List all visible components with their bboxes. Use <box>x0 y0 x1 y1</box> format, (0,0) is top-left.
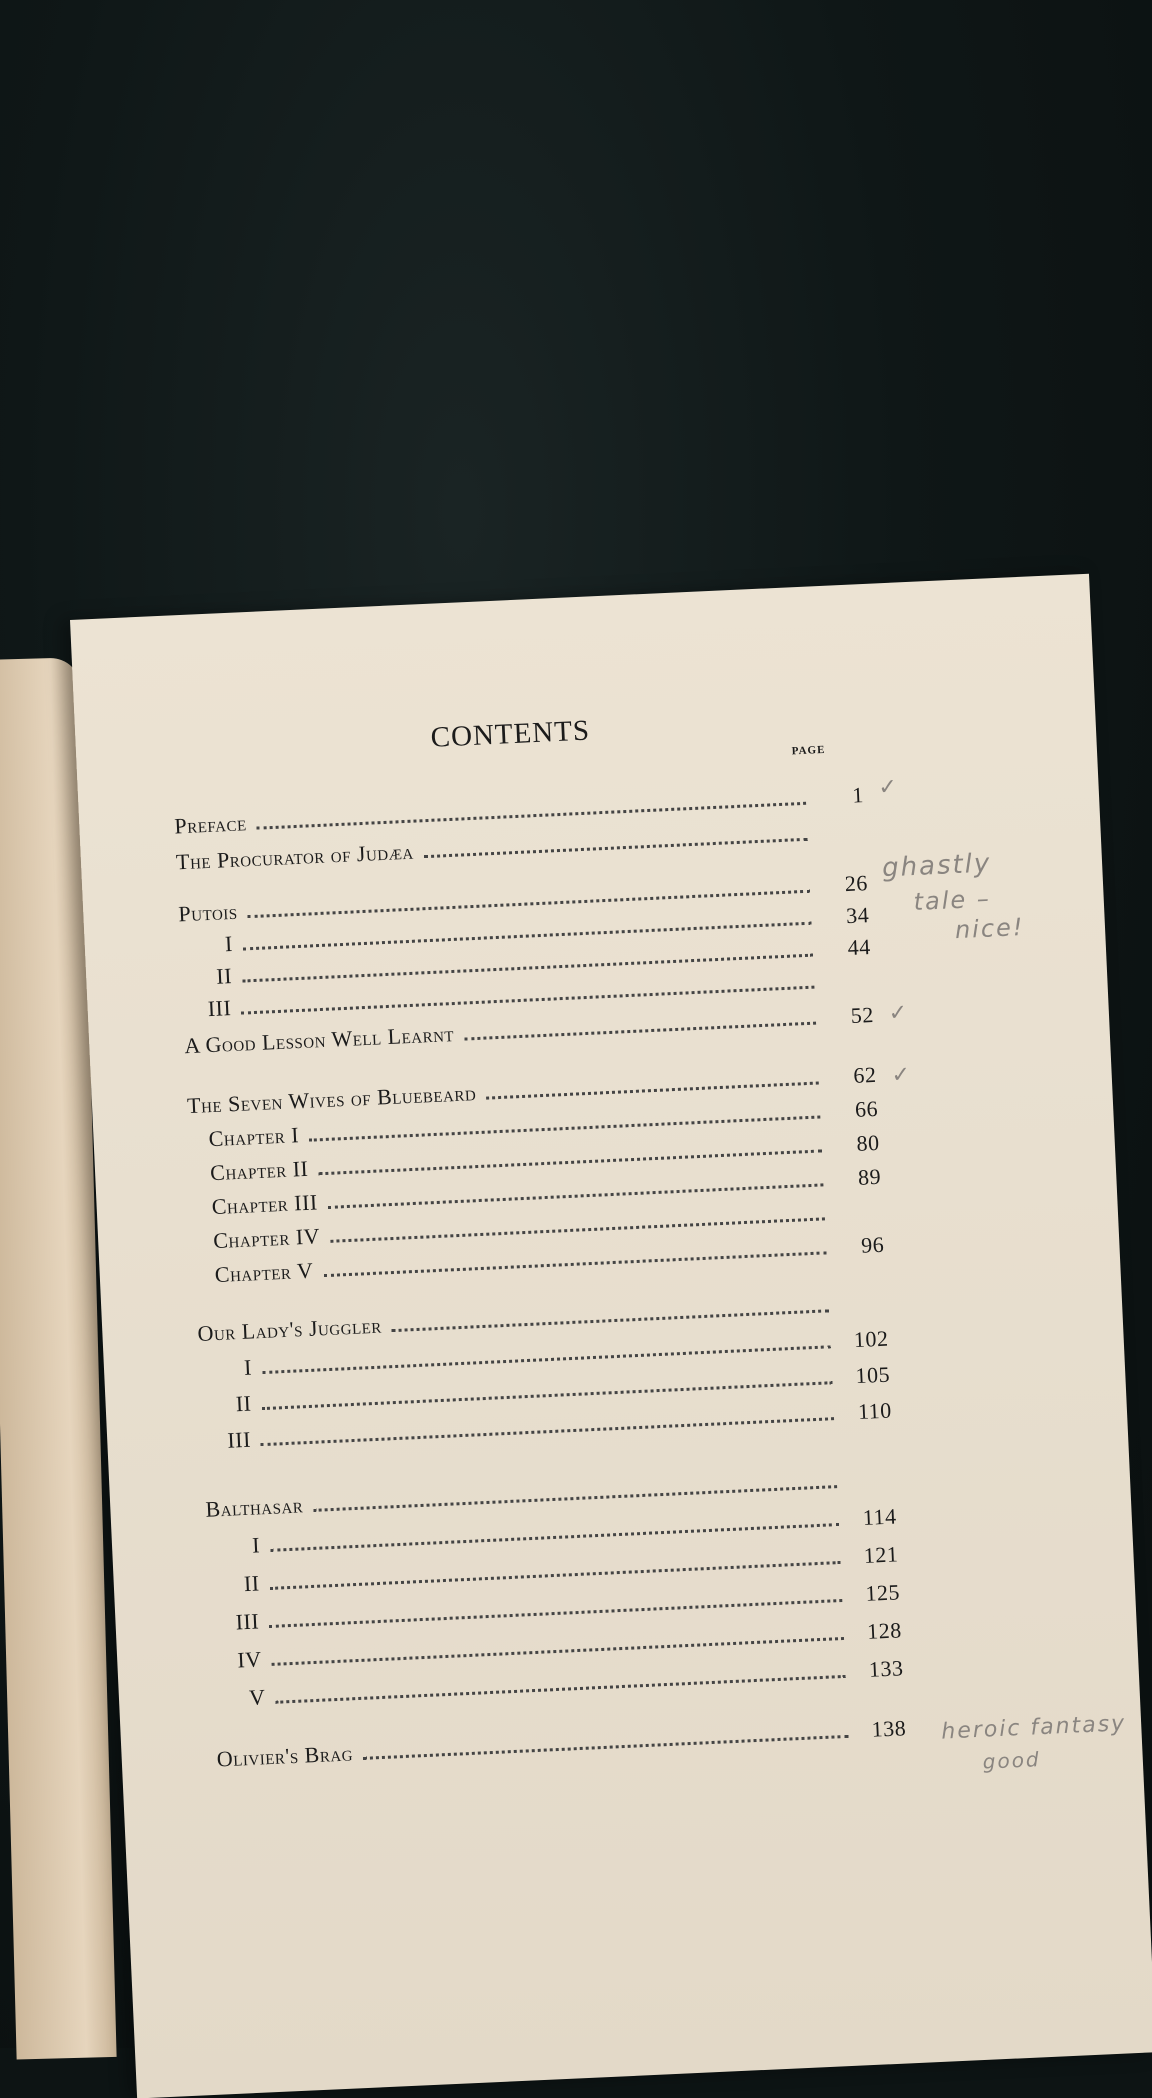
entry-page <box>839 1310 887 1312</box>
entry-title: III <box>235 1608 260 1635</box>
entry-page: 62 <box>852 1061 878 1088</box>
handwritten-note-line: ghastly <box>881 848 992 884</box>
entry-page: 44 <box>847 934 872 961</box>
entry-page: 128 <box>866 1617 903 1644</box>
entry-title: The Seven Wives of Bluebeard <box>186 1080 477 1119</box>
handwritten-note-line: good <box>982 1747 1042 1774</box>
entry-page: 133 <box>868 1655 904 1682</box>
leader-dots <box>261 1417 834 1446</box>
entry-page: 66 <box>854 1095 879 1122</box>
entry-title: Putois <box>177 898 239 927</box>
entry-page: 110 <box>857 1397 893 1425</box>
handwritten-note-line: tale – <box>913 884 992 917</box>
entry-title: Balthasar <box>204 1492 304 1522</box>
entry-title: I <box>251 1532 261 1558</box>
entry-title: II <box>235 1390 252 1417</box>
entry-page: 102 <box>853 1325 889 1353</box>
entry-title: Chapter III <box>211 1189 319 1220</box>
entry-title: III <box>226 1426 252 1453</box>
entry-page: 1 <box>851 782 865 808</box>
entry-page <box>847 1485 895 1487</box>
leader-dots <box>276 1675 846 1704</box>
leader-dots <box>424 838 808 858</box>
entry-page: 80 <box>855 1129 881 1156</box>
contents-title: CONTENTS <box>429 714 591 754</box>
toc-entry <box>216 1715 907 1780</box>
leader-dots <box>313 1485 837 1512</box>
entry-title: Chapter IV <box>212 1223 321 1254</box>
entry-page: 138 <box>871 1715 907 1742</box>
handwritten-note-line: heroic fantasy <box>940 1711 1127 1745</box>
entry-page: 52 <box>850 1001 875 1028</box>
book-page <box>70 574 1152 2098</box>
entry-title: III <box>207 995 232 1022</box>
entry-page <box>824 986 872 988</box>
pencil-check-mark: ✓ <box>888 1000 908 1027</box>
entry-page: 26 <box>844 870 869 897</box>
entry-page: 96 <box>860 1231 885 1258</box>
entry-page <box>818 838 866 840</box>
leader-dots <box>363 1735 848 1760</box>
entry-page: 34 <box>845 902 870 929</box>
entry-page: 121 <box>863 1541 899 1568</box>
entry-page: 125 <box>864 1579 901 1606</box>
pencil-check-mark: ✓ <box>890 1062 911 1089</box>
leader-dots <box>392 1309 829 1332</box>
entry-title: I <box>243 1354 253 1380</box>
entry-title: Our Lady's Juggler <box>196 1312 383 1346</box>
entry-title: Chapter I <box>208 1122 300 1152</box>
handwritten-note-line: nice! <box>954 913 1026 945</box>
leader-dots <box>486 1082 819 1100</box>
entry-title: The Procurator of Judæa <box>175 838 415 875</box>
entry-title: Chapter II <box>209 1155 309 1186</box>
entry-title: V <box>248 1684 267 1710</box>
leader-dots <box>323 1251 826 1277</box>
entry-page: 114 <box>862 1503 898 1530</box>
entry-page: 89 <box>857 1163 882 1190</box>
page-column-header: PAGE <box>791 743 826 758</box>
entry-title: II <box>243 1570 261 1597</box>
entry-page: 105 <box>855 1361 891 1389</box>
entry-page <box>835 1218 883 1220</box>
entry-title: A Good Lesson Well Learnt <box>183 1021 455 1059</box>
entry-title: Chapter V <box>214 1257 314 1288</box>
entry-title: Olivier's Brag <box>216 1740 354 1772</box>
leader-dots <box>464 1022 816 1041</box>
pencil-check-mark: ✓ <box>877 774 898 801</box>
entry-title: I <box>224 930 234 957</box>
entry-title: Preface <box>173 810 248 839</box>
entry-title: II <box>215 963 233 989</box>
entry-title: IV <box>236 1646 263 1673</box>
